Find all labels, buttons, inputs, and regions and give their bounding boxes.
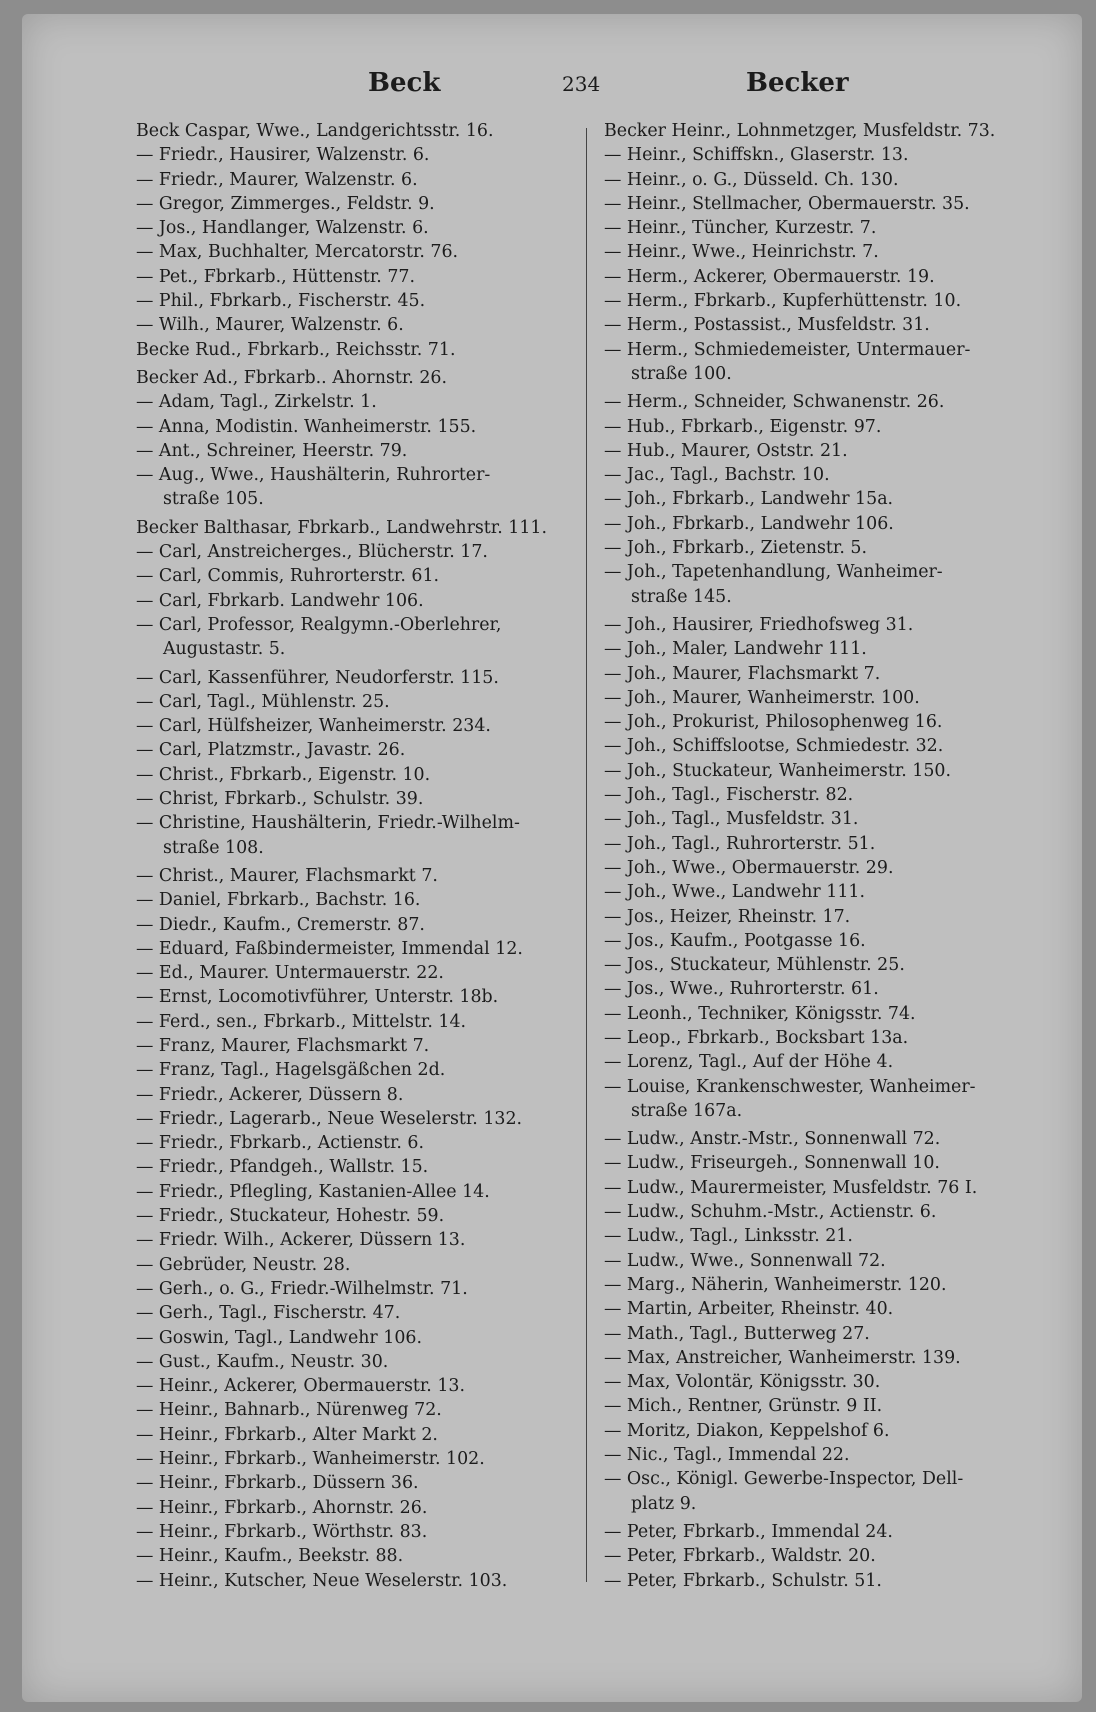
entry-text: Becke Rud., Fbrkarb., Reichsstr. 71.	[136, 339, 456, 360]
directory-entry	[604, 832, 1034, 856]
right-column	[604, 119, 1034, 1593]
directory-entry	[136, 390, 576, 414]
entry-text: — Ludw., Wwe., Sonnenwall 72.	[604, 1250, 886, 1271]
entry-text: — Wilh., Maurer, Walzenstr. 6.	[136, 315, 404, 336]
entry-text: — Christ., Fbrkarb., Eigenstr. 10.	[136, 764, 431, 785]
left-column	[136, 119, 576, 1593]
directory-entry	[136, 119, 576, 143]
entry-text: — Joh., Maler, Landwehr 111.	[604, 639, 867, 660]
header-right-keyword: Becker	[746, 68, 849, 98]
entry-text: — Herm., Postassist., Musfeldstr. 31.	[604, 315, 930, 336]
directory-entry	[136, 168, 576, 192]
directory-entry	[604, 613, 1034, 637]
entry-text: — Friedr., Pfandgeh., Wallstr. 15.	[136, 1157, 429, 1178]
directory-entry	[136, 1301, 576, 1325]
directory-entry	[136, 1034, 576, 1058]
directory-entry	[136, 864, 576, 888]
entry-text: — Leop., Fbrkarb., Bocksbart 13a.	[604, 1027, 909, 1048]
directory-entry	[136, 763, 576, 787]
entry-text: — Joh., Wwe., Obermauerstr. 29.	[604, 857, 894, 878]
entry-text: — Joh., Fbrkarb., Landwehr 106.	[604, 513, 894, 534]
directory-entry	[136, 937, 576, 961]
entry-text: — Moritz, Diakon, Keppelshof 6.	[604, 1420, 890, 1441]
entry-text: — Jos., Handlanger, Walzenstr. 6.	[136, 218, 429, 239]
directory-entry	[604, 289, 1034, 313]
directory-entry	[136, 540, 576, 564]
directory-entry	[136, 690, 576, 714]
directory-entry	[604, 143, 1034, 167]
directory-entry	[136, 1471, 576, 1495]
entry-continuation: straße 145.	[631, 586, 732, 607]
entry-text: — Carl, Fbrkarb. Landwehr 106.	[136, 590, 424, 611]
directory-entry	[136, 338, 576, 362]
entry-text: — Peter, Fbrkarb., Immendal 24.	[604, 1521, 893, 1542]
entry-text: — Franz, Maurer, Flachsmarkt 7.	[136, 1035, 430, 1056]
directory-entry	[604, 1273, 1034, 1297]
entry-text: Becker Ad., Fbrkarb.. Ahornstr. 26.	[136, 367, 447, 388]
entry-text: — Heinr., Wwe., Heinrichstr. 7.	[604, 242, 879, 263]
directory-entry	[136, 313, 576, 337]
directory-entry	[136, 714, 576, 738]
entry-text: — Herm., Fbrkarb., Kupferhüttenstr. 10.	[604, 291, 962, 312]
entry-text: — Herm., Ackerer, Obermauerstr. 19.	[604, 266, 935, 287]
directory-entry	[136, 811, 576, 860]
directory-entry	[604, 536, 1034, 560]
entry-text: — Herm., Schneider, Schwanenstr. 26.	[604, 392, 945, 413]
directory-entry	[136, 1083, 576, 1107]
directory-entry	[604, 905, 1034, 929]
directory-entry	[136, 1520, 576, 1544]
directory-entry	[604, 1520, 1034, 1544]
entry-text: — Friedr., Stuckateur, Hohestr. 59.	[136, 1206, 445, 1227]
entry-text: Becker Balthasar, Fbrkarb., Landwehrstr. 111.	[136, 517, 547, 538]
entry-text: — Friedr., Fbrkarb., Actienstr. 6.	[136, 1133, 425, 1154]
entry-text: — Christine, Haushälterin, Friedr.-Wilhelm-	[136, 813, 520, 834]
page-header	[0, 68, 1096, 108]
entry-text: — Heinr., Fbrkarb., Wanheimerstr. 102.	[136, 1449, 485, 1470]
entry-text: — Friedr. Wilh., Ackerer, Düssern 13.	[136, 1230, 466, 1251]
directory-entry	[136, 1447, 576, 1471]
directory-entry	[136, 439, 576, 463]
entry-text: — Mich., Rentner, Grünstr. 9 II.	[604, 1396, 883, 1417]
directory-entry	[604, 390, 1034, 414]
entry-text: — Carl, Platzmstr., Javastr. 26.	[136, 740, 406, 761]
entry-text: — Gerh., o. G., Friedr.-Wilhelmstr. 71.	[136, 1278, 468, 1299]
directory-entry	[604, 1322, 1034, 1346]
entry-text: — Joh., Wwe., Landwehr 111.	[604, 882, 865, 903]
directory-entry	[136, 1253, 576, 1277]
directory-entry	[136, 265, 576, 289]
directory-entry	[604, 1050, 1034, 1074]
directory-entry	[136, 738, 576, 762]
column-divider	[586, 128, 587, 1582]
entry-text: — Joh., Tagl., Ruhrorterstr. 51.	[604, 833, 876, 854]
entry-text: — Heinr., Kaufm., Beekstr. 88.	[136, 1546, 404, 1567]
directory-entry	[604, 487, 1034, 511]
entry-text: — Joh., Maurer, Flachsmarkt 7.	[604, 663, 881, 684]
directory-entry	[136, 1544, 576, 1568]
entry-text: — Carl, Tagl., Mühlenstr. 25.	[136, 691, 390, 712]
directory-entry	[136, 1228, 576, 1252]
entry-text: — Ludw., Maurermeister, Musfeldstr. 76 I.	[604, 1177, 978, 1198]
directory-entry	[136, 1350, 576, 1374]
entry-text: — Ernst, Locomotivführer, Unterstr. 18b.	[136, 987, 499, 1008]
directory-entry	[136, 240, 576, 264]
directory-entry	[604, 192, 1034, 216]
entry-text: — Osc., Königl. Gewerbe-Inspector, Dell-	[604, 1469, 964, 1490]
entry-text: — Heinr., Ackerer, Obermauerstr. 13.	[136, 1376, 466, 1397]
entry-text: — Carl, Kassenführer, Neudorferstr. 115.	[136, 667, 499, 688]
directory-entry	[604, 240, 1034, 264]
entry-text: — Martin, Arbeiter, Rheinstr. 40.	[604, 1299, 894, 1320]
directory-entry	[604, 1443, 1034, 1467]
entry-text: — Heinr., Fbrkarb., Düssern 36.	[136, 1473, 419, 1494]
directory-entry	[604, 1026, 1034, 1050]
directory-entry	[604, 1370, 1034, 1394]
directory-entry	[604, 1544, 1034, 1568]
entry-text: — Daniel, Fbrkarb., Bachstr. 16.	[136, 890, 421, 911]
directory-entry	[136, 613, 576, 662]
entry-text: — Nic., Tagl., Immendal 22.	[604, 1445, 850, 1466]
entry-text: — Joh., Hausirer, Friedhofsweg 31.	[604, 614, 914, 635]
directory-entry	[136, 564, 576, 588]
entry-text: — Joh., Stuckateur, Wanheimerstr. 150.	[604, 760, 952, 781]
directory-entry	[136, 415, 576, 439]
entry-text: — Joh., Fbrkarb., Zietenstr. 5.	[604, 538, 867, 559]
directory-entry	[604, 686, 1034, 710]
directory-entry	[604, 1569, 1034, 1593]
entry-continuation: straße 100.	[631, 363, 732, 384]
entry-text: — Jos., Wwe., Ruhrorterstr. 61.	[604, 979, 879, 1000]
directory-entry	[604, 977, 1034, 1001]
directory-entry	[136, 666, 576, 690]
directory-entry	[604, 119, 1034, 143]
entry-text: — Hub., Fbrkarb., Eigenstr. 97.	[604, 416, 882, 437]
entry-text: — Joh., Prokurist, Philosophenweg 16.	[604, 712, 943, 733]
entry-text: — Joh., Schiffslootse, Schmiedestr. 32.	[604, 736, 944, 757]
directory-entry	[136, 1423, 576, 1447]
directory-entry	[604, 168, 1034, 192]
directory-entry	[604, 463, 1034, 487]
entry-text: — Joh., Tapetenhandlung, Wanheimer-	[604, 562, 943, 583]
directory-entry	[136, 216, 576, 240]
directory-entry	[136, 289, 576, 313]
entry-text: — Friedr., Hausirer, Walzenstr. 6.	[136, 145, 430, 166]
entry-text: — Heinr., Fbrkarb., Ahornstr. 26.	[136, 1497, 428, 1518]
entry-text: — Max, Volontär, Königsstr. 30.	[604, 1372, 881, 1393]
directory-entry	[136, 1496, 576, 1520]
directory-entry	[136, 888, 576, 912]
entry-text: — Math., Tagl., Butterweg 27.	[604, 1323, 870, 1344]
entry-text: — Heinr., Bahnarb., Nürenweg 72.	[136, 1400, 442, 1421]
directory-entry	[604, 1297, 1034, 1321]
entry-text: — Anna, Modistin. Wanheimerstr. 155.	[136, 416, 477, 437]
entry-text: — Gregor, Zimmerges., Feldstr. 9.	[136, 193, 435, 214]
entry-text: — Christ, Fbrkarb., Schulstr. 39.	[136, 789, 424, 810]
directory-entry	[136, 1155, 576, 1179]
directory-entry	[604, 856, 1034, 880]
entry-text: Beck Caspar, Wwe., Landgerichtsstr. 16.	[136, 121, 494, 141]
directory-entry	[604, 1346, 1034, 1370]
entry-text: — Hub., Maurer, Oststr. 21.	[604, 440, 848, 461]
entry-text: — Heinr., Schiffskn., Glaserstr. 13.	[604, 145, 909, 166]
directory-entry	[136, 1204, 576, 1228]
entry-text: — Carl, Hülfsheizer, Wanheimerstr. 234.	[136, 716, 491, 737]
directory-entry	[604, 1075, 1034, 1124]
entry-text: — Heinr., Kutscher, Neue Weselerstr. 103.	[136, 1570, 508, 1591]
directory-entry	[604, 216, 1034, 240]
entry-text: — Friedr., Maurer, Walzenstr. 6.	[136, 169, 418, 190]
entry-text: — Leonh., Techniker, Königsstr. 74.	[604, 1003, 916, 1024]
directory-entry	[604, 313, 1034, 337]
header-left-keyword: Beck	[368, 68, 441, 98]
entry-continuation: straße 167a.	[631, 1100, 743, 1121]
entry-text: — Friedr., Lagerarb., Neue Weselerstr. 132.	[136, 1108, 523, 1129]
directory-entry	[604, 512, 1034, 536]
entry-text: — Heinr., Stellmacher, Obermauerstr. 35.	[604, 193, 970, 214]
directory-entry	[136, 1326, 576, 1350]
directory-entry	[604, 415, 1034, 439]
directory-entry	[136, 1058, 576, 1082]
directory-entry	[136, 143, 576, 167]
entry-text: — Heinr., Tüncher, Kurzestr. 7.	[604, 218, 877, 239]
entry-text: — Peter, Fbrkarb., Schulstr. 51.	[604, 1570, 882, 1591]
directory-entry	[604, 1419, 1034, 1443]
entry-text: Becker Heinr., Lohnmetzger, Musfeldstr. 73.	[604, 121, 996, 141]
directory-entry	[136, 787, 576, 811]
directory-entry	[136, 463, 576, 512]
entry-text: — Ed., Maurer. Untermauerstr. 22.	[136, 963, 444, 984]
directory-entry	[604, 1002, 1034, 1026]
entry-text: — Diedr., Kaufm., Cremerstr. 87.	[136, 914, 425, 935]
entry-text: — Friedr., Pflegling, Kastanien-Allee 14.	[136, 1181, 490, 1202]
page-number: 234	[562, 72, 601, 96]
directory-entry	[136, 1374, 576, 1398]
directory-entry	[604, 662, 1034, 686]
entry-text: — Max, Anstreicher, Wanheimerstr. 139.	[604, 1347, 961, 1368]
entry-text: — Joh., Maurer, Wanheimerstr. 100.	[604, 687, 920, 708]
directory-entry	[136, 589, 576, 613]
directory-entry	[136, 985, 576, 1009]
entry-text: — Friedr., Ackerer, Düssern 8.	[136, 1084, 404, 1105]
directory-entry	[604, 1249, 1034, 1273]
entry-text: — Adam, Tagl., Zirkelstr. 1.	[136, 392, 377, 413]
directory-entry	[604, 710, 1034, 734]
directory-entry	[136, 1131, 576, 1155]
directory-entry	[604, 265, 1034, 289]
directory-entry	[604, 929, 1034, 953]
entry-text: — Lorenz, Tagl., Auf der Höhe 4.	[604, 1052, 894, 1073]
directory-entry	[604, 560, 1034, 609]
entry-text: — Joh., Fbrkarb., Landwehr 15a.	[604, 489, 894, 510]
entry-text: — Gust., Kaufm., Neustr. 30.	[136, 1351, 389, 1372]
directory-entry	[136, 192, 576, 216]
entry-continuation: straße 105.	[163, 489, 264, 510]
directory-entry	[604, 880, 1034, 904]
entry-text: — Joh., Tagl., Musfeldstr. 31.	[604, 809, 859, 830]
directory-entry	[604, 1467, 1034, 1516]
directory-entry	[604, 1200, 1034, 1224]
directory-entry	[136, 961, 576, 985]
entry-text: — Louise, Krankenschwester, Wanheimer-	[604, 1076, 976, 1097]
entry-text: — Ant., Schreiner, Heerstr. 79.	[136, 440, 408, 461]
directory-entry	[604, 734, 1034, 758]
entry-text: — Eduard, Faßbindermeister, Immendal 12.	[136, 938, 523, 959]
entry-text: — Ferd., sen., Fbrkarb., Mittelstr. 14.	[136, 1011, 467, 1032]
directory-entry	[136, 913, 576, 937]
directory-entry	[604, 783, 1034, 807]
entry-text: — Pet., Fbrkarb., Hüttenstr. 77.	[136, 266, 416, 287]
entry-text: — Jos., Kaufm., Pootgasse 16.	[604, 930, 866, 951]
directory-entry	[604, 637, 1034, 661]
entry-text: — Heinr., Fbrkarb., Alter Markt 2.	[136, 1424, 438, 1445]
entry-text: — Heinr., Fbrkarb., Wörthstr. 83.	[136, 1521, 428, 1542]
directory-entry	[604, 953, 1034, 977]
entry-text: — Herm., Schmiedemeister, Untermauer-	[604, 339, 971, 360]
directory-entry	[136, 1398, 576, 1422]
directory-entry	[136, 516, 576, 540]
entry-text: — Jos., Heizer, Rheinstr. 17.	[604, 906, 851, 927]
directory-entry	[604, 1224, 1034, 1248]
directory-entry	[136, 366, 576, 390]
entry-text: — Goswin, Tagl., Landwehr 106.	[136, 1327, 422, 1348]
entry-text: — Joh., Tagl., Fischerstr. 82.	[604, 785, 854, 806]
entry-continuation: straße 108.	[163, 837, 264, 858]
entry-text: — Ludw., Tagl., Linksstr. 21.	[604, 1226, 853, 1247]
entry-text: — Carl, Anstreicherges., Blücherstr. 17.	[136, 542, 488, 563]
entry-text: — Franz, Tagl., Hagelsgäßchen 2d.	[136, 1060, 446, 1081]
entry-continuation: platz 9.	[631, 1493, 697, 1514]
entry-text: — Ludw., Anstr.-Mstr., Sonnenwall 72.	[604, 1129, 941, 1150]
entry-text: — Jos., Stuckateur, Mühlenstr. 25.	[604, 955, 905, 976]
entry-text: — Carl, Commis, Ruhrorterstr. 61.	[136, 566, 440, 587]
entry-text: — Heinr., o. G., Düsseld. Ch. 130.	[604, 169, 899, 190]
entry-text: — Gebrüder, Neustr. 28.	[136, 1254, 351, 1275]
directory-entry	[604, 807, 1034, 831]
entry-text: — Christ., Maurer, Flachsmarkt 7.	[136, 865, 438, 886]
entry-text: — Peter, Fbrkarb., Waldstr. 20.	[604, 1546, 876, 1567]
directory-entry	[136, 1180, 576, 1204]
entry-continuation: Augustastr. 5.	[163, 639, 286, 660]
entry-text: — Marg., Näherin, Wanheimerstr. 120.	[604, 1274, 947, 1295]
directory-entry	[604, 1176, 1034, 1200]
directory-entry	[604, 1394, 1034, 1418]
directory-entry	[604, 338, 1034, 387]
entry-text: — Gerh., Tagl., Fischerstr. 47.	[136, 1303, 401, 1324]
directory-entry	[136, 1569, 576, 1593]
directory-entry	[604, 1127, 1034, 1151]
directory-entry	[136, 1010, 576, 1034]
entry-text: — Max, Buchhalter, Mercatorstr. 76.	[136, 242, 459, 263]
entry-text: — Jac., Tagl., Bachstr. 10.	[604, 465, 830, 486]
entry-text: — Carl, Professor, Realgymn.-Oberlehrer,	[136, 614, 502, 635]
entry-text: — Ludw., Schuhm.-Mstr., Actienstr. 6.	[604, 1202, 937, 1223]
directory-entry	[604, 439, 1034, 463]
directory-entry	[136, 1277, 576, 1301]
directory-entry	[604, 1151, 1034, 1175]
directory-entry	[604, 759, 1034, 783]
entry-text: — Phil., Fbrkarb., Fischerstr. 45.	[136, 291, 426, 312]
entry-text: — Aug., Wwe., Haushälterin, Ruhrorter-	[136, 465, 491, 486]
entry-text: — Ludw., Friseurgeh., Sonnenwall 10.	[604, 1153, 940, 1174]
directory-entry	[136, 1107, 576, 1131]
